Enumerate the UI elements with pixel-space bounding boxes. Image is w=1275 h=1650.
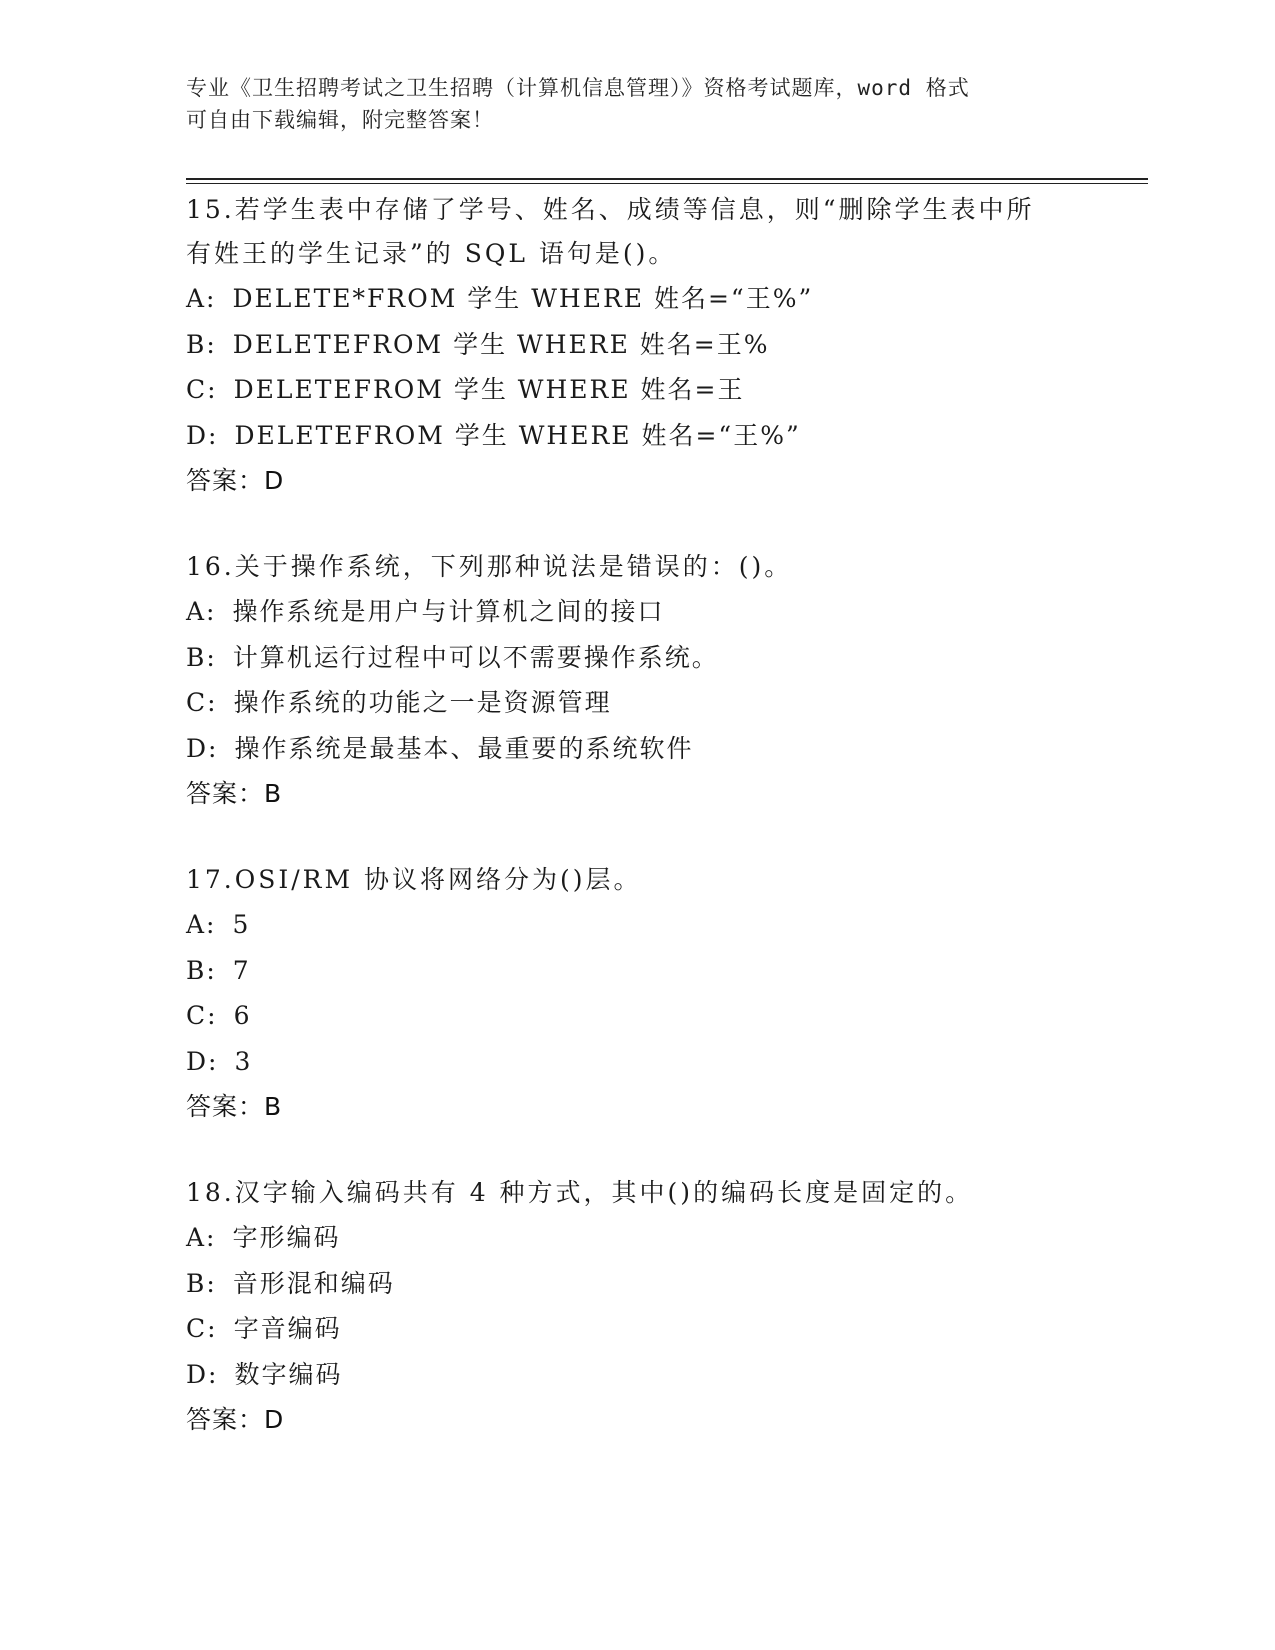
option-letter: A: (186, 1223, 217, 1252)
option-text: DELETEFROM 学生 WHERE 姓名=王 (233, 375, 745, 404)
option-letter: B: (186, 1268, 217, 1298)
option-b (186, 635, 1106, 681)
header-line-1: 专业《卫生招聘考试之卫生招聘（计算机信息管理）》资格考试题库，word 格式 (186, 76, 970, 100)
answer-line: 答案：B (186, 779, 283, 808)
document-header (186, 72, 1086, 136)
question-16 (186, 545, 1106, 816)
option-letter: C: (186, 1001, 218, 1030)
header-line-2: 可自由下载编辑，附完整答案！ (186, 108, 494, 132)
option-letter: C: (186, 375, 218, 404)
question-stem-line-2: 有姓王的学生记录”的 SQL 语句是()。 (186, 239, 677, 268)
option-a (186, 589, 1106, 635)
option-c (186, 367, 1106, 413)
option-text: DELETEFROM 学生 WHERE 姓名=王% (232, 329, 770, 359)
option-letter: C: (186, 688, 218, 717)
question-18 (186, 1171, 1106, 1442)
option-letter: D: (186, 1046, 219, 1076)
option-text: 计算机运行过程中可以不需要操作系统。 (232, 642, 719, 672)
header-rule-thick (186, 178, 1148, 180)
option-c (186, 1306, 1106, 1352)
question-15 (186, 188, 1106, 503)
option-c (186, 993, 1106, 1039)
option-text: DELETE*FROM 学生 WHERE 姓名=“王%” (232, 284, 814, 313)
question-stem-line-1: 16.关于操作系统，下列那种说法是错误的：()。 (186, 552, 793, 581)
answer-line: 答案：D (186, 466, 285, 495)
option-letter: D: (186, 420, 219, 450)
option-text: 字音编码 (233, 1314, 342, 1343)
option-text: 5 (232, 910, 251, 939)
option-text: 7 (232, 955, 251, 985)
option-text: 操作系统是用户与计算机之间的接口 (232, 597, 665, 626)
option-c (186, 680, 1106, 726)
option-d (186, 413, 1106, 459)
option-letter: D: (186, 733, 219, 763)
option-text: 操作系统的功能之一是资源管理 (233, 688, 612, 717)
answer-line: 答案：B (186, 1092, 283, 1121)
option-d (186, 1352, 1106, 1398)
option-letter: A: (186, 284, 217, 313)
answer-line: 答案：D (186, 1405, 285, 1434)
option-text: 字形编码 (232, 1223, 341, 1252)
option-letter: B: (186, 642, 217, 672)
option-text: DELETEFROM 学生 WHERE 姓名=“王%” (234, 420, 801, 450)
option-letter: B: (186, 329, 217, 359)
question-list (186, 188, 1106, 1484)
option-b (186, 948, 1106, 994)
question-stem-line-1: 15.若学生表中存储了学号、姓名、成绩等信息，则“删除学生表中所 (186, 195, 1035, 224)
option-a (186, 902, 1106, 948)
option-text: 数字编码 (234, 1359, 343, 1389)
option-letter: C: (186, 1314, 218, 1343)
option-letter: A: (186, 910, 217, 939)
option-a (186, 1215, 1106, 1261)
option-letter: D: (186, 1359, 219, 1389)
question-stem-line-1: 17.OSI/RM 协议将网络分为()层。 (186, 865, 642, 894)
option-text: 操作系统是最基本、最重要的系统软件 (234, 733, 694, 763)
header-rule-thin (186, 183, 1148, 184)
option-text: 音形混和编码 (232, 1268, 395, 1298)
option-letter: A: (186, 597, 217, 626)
option-d (186, 1039, 1106, 1085)
option-letter: B: (186, 955, 217, 985)
question-stem-line-1: 18.汉字输入编码共有 4 种方式，其中()的编码长度是固定的。 (186, 1178, 974, 1207)
option-b (186, 1261, 1106, 1307)
question-17 (186, 858, 1106, 1129)
option-b (186, 322, 1106, 368)
option-d (186, 726, 1106, 772)
option-text: 6 (233, 1001, 252, 1030)
option-a (186, 276, 1106, 322)
option-text: 3 (234, 1046, 253, 1076)
